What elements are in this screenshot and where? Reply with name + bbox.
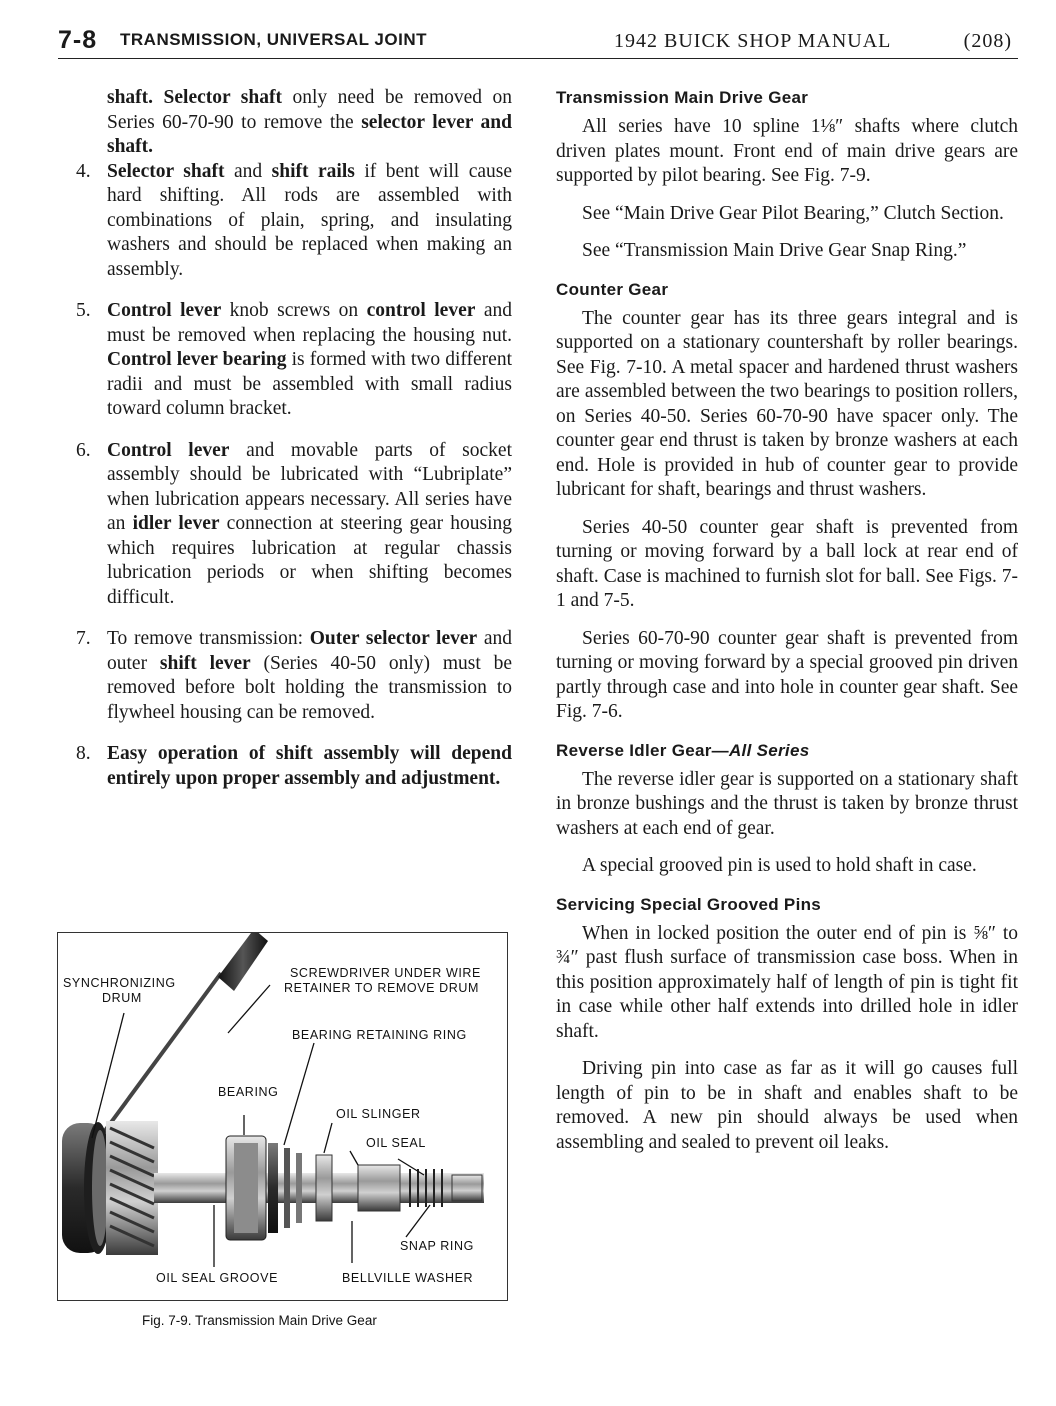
section-main-drive-gear: [556, 86, 1018, 264]
label-snap-ring: SNAP RING: [400, 1239, 474, 1253]
label-drum: DRUM: [102, 991, 142, 1005]
bold-term: shift lever: [159, 652, 251, 674]
manual-title: 1942 BUICK SHOP MANUAL: [614, 30, 892, 52]
list-number: 5.: [76, 300, 91, 321]
list-number: 8.: [76, 743, 91, 764]
bearing: [226, 1136, 278, 1240]
list-number: 4.: [76, 160, 91, 182]
list-item: [76, 742, 512, 791]
figure-caption: Fig. 7-9. Transmission Main Drive Gear: [142, 1313, 377, 1328]
page-section-number: 7-8: [58, 26, 98, 54]
section-heading: Reverse Idler Gear—All Series: [556, 740, 810, 760]
label-oil-seal: OIL SEAL: [366, 1136, 426, 1150]
label-bearing: BEARING: [218, 1085, 279, 1099]
page-number: (208): [963, 30, 1012, 52]
screwdriver: [101, 933, 268, 1136]
section-heading: Transmission Main Drive Gear: [556, 88, 809, 107]
paragraph: Series 40-50 counter gear shaft is prevented from turning or moving forward by a ball lock at rear end of shaft. Case is machined to furnish slot for ball. See Figs. 7-1 and 7-5.: [556, 516, 1018, 611]
bold-term: shift rails: [271, 160, 355, 182]
left-column: [76, 86, 512, 808]
bearing-retaining-ring: [284, 1148, 290, 1228]
bold-term: selector lever and shaft.: [107, 111, 512, 157]
bold-term: Control lever: [107, 439, 230, 461]
label-bellville-washer: BELLVILLE WASHER: [342, 1271, 474, 1285]
paragraph: All series have 10 spline 1⅛″ shafts where clutch driven plates mount. Front end of main drive gears are supported by pilot bearing. See Fig. 7-9.: [556, 116, 1018, 186]
oil-slinger: [316, 1155, 332, 1221]
bold-term: idler lever: [132, 513, 220, 534]
figure-main-drive-gear: [57, 932, 508, 1301]
section-counter-gear: [556, 278, 1018, 725]
list-item: 4. Selector shaft and shift rails if bent will cause hard shifting. All rods are assembled with combinations of plain, spring, and insulating washers and should be replaced when making an assembly.: [76, 160, 512, 283]
paragraph: The reverse idler gear is supported on a stationary shaft in bronze bushings and the thrust is taken by bronze thrust washers at each end of gear.: [556, 768, 1018, 839]
paragraph: When in locked position the outer end of pin is ⅝″ to ¾″ past flush surface of transmission case boss. When in this position approximately half of length of pin is tight fit in case while other half extends into drilled hole in idler shaft.: [556, 922, 1018, 1042]
bellville-washer: [296, 1153, 302, 1223]
label-bearing-retaining-ring: BEARING RETAINING RING: [292, 1028, 467, 1042]
paragraph: The counter gear has its three gears integral and is supported on a stationary countershaft by roller bearings. See Fig. 7-10. A metal spacer and hardened thrust washers are assembled between the two bearings to position rollers, on Series 40-50. Series 60-70-90 have spacer only. The counter gear end thrust is taken by bronze washers at each end. Hole is provided in hub of counter gear to provide lubricant for shaft, bearings and thrust washers.: [556, 307, 1018, 500]
paragraph: Driving pin into case as far as it will go causes full length of pin to be in shaft and enables shaft to be removed. A new pin should always be used when assembling and sealed to prevent oil leaks.: [556, 1058, 1018, 1153]
label-oil-slinger: OIL SLINGER: [336, 1107, 421, 1121]
bold-term: control lever: [366, 300, 476, 321]
list-item: 7. To remove transmission: Outer selector lever and outer shift lever (Series 40-50 only) must be removed before bolt holding the transmission to flywheel housing can be removed.: [76, 627, 512, 725]
paragraph: See “Transmission Main Drive Gear Snap Ring.”: [582, 240, 967, 261]
right-column: [556, 86, 1018, 1168]
label-synchronizing: SYNCHRONIZING: [63, 976, 176, 990]
bold-term: Control lever: [107, 300, 222, 321]
section-heading: Counter Gear: [556, 279, 669, 299]
list-item: 6. Control lever and movable parts of socket assembly should be lubricated with “Lubriplate” when lubrication appears necessary. All series have an idler lever connection at steering gear housing which requires lubrication at regular chassis lubrication periods or when shifting becomes difficult.: [76, 439, 512, 611]
shaft-end: [452, 1175, 482, 1201]
list-number: 6.: [76, 439, 91, 461]
synchronizing-drum: [62, 1122, 112, 1254]
bold-term: Control lever bearing: [107, 349, 287, 370]
section-reverse-idler-gear: [556, 739, 1018, 879]
drive-gear: [106, 1121, 158, 1255]
label-screwdriver-2: RETAINER TO REMOVE DRUM: [284, 981, 480, 995]
oil-seal-area: [358, 1165, 400, 1211]
paragraph: See “Main Drive Gear Pilot Bearing,” Clutch Section.: [582, 202, 1004, 224]
list-item-continuation: shaft. Selector shaft only need be removed on Series 60-70-90 to remove the selector lever and shaft.: [107, 87, 512, 157]
bold-term: Easy operation of shift assembly will depend entirely upon proper assembly and adjustment.: [107, 743, 512, 789]
section-heading: Servicing Special Grooved Pins: [556, 894, 822, 914]
bold-term: shaft.: [107, 87, 154, 108]
section-title: TRANSMISSION, UNIVERSAL JOINT: [120, 30, 427, 49]
bold-term: Selector shaft: [163, 87, 282, 108]
label-oil-seal-groove: OIL SEAL GROOVE: [156, 1271, 279, 1285]
page-header: [58, 26, 1018, 59]
section-grooved-pins: [556, 893, 1018, 1156]
list-item: 5. Control lever knob screws on control lever and must be removed when replacing the housing nut. Control lever bearing is formed with two different radii and must be assembled with small radius toward column bracket.: [76, 299, 512, 422]
paragraph: Series 60-70-90 counter gear shaft is prevented from turning or moving forward by a special grooved pin driven partly through case and into hole in counter gear shaft. See Fig. 7-6.: [556, 627, 1018, 722]
list-number: 7.: [76, 628, 91, 649]
paragraph: A special grooved pin is used to hold shaft in case.: [582, 855, 977, 876]
bold-term: Outer selector lever: [309, 628, 478, 649]
bold-term: Selector shaft: [107, 160, 225, 182]
label-screwdriver-1: SCREWDRIVER UNDER WIRE: [290, 966, 481, 980]
